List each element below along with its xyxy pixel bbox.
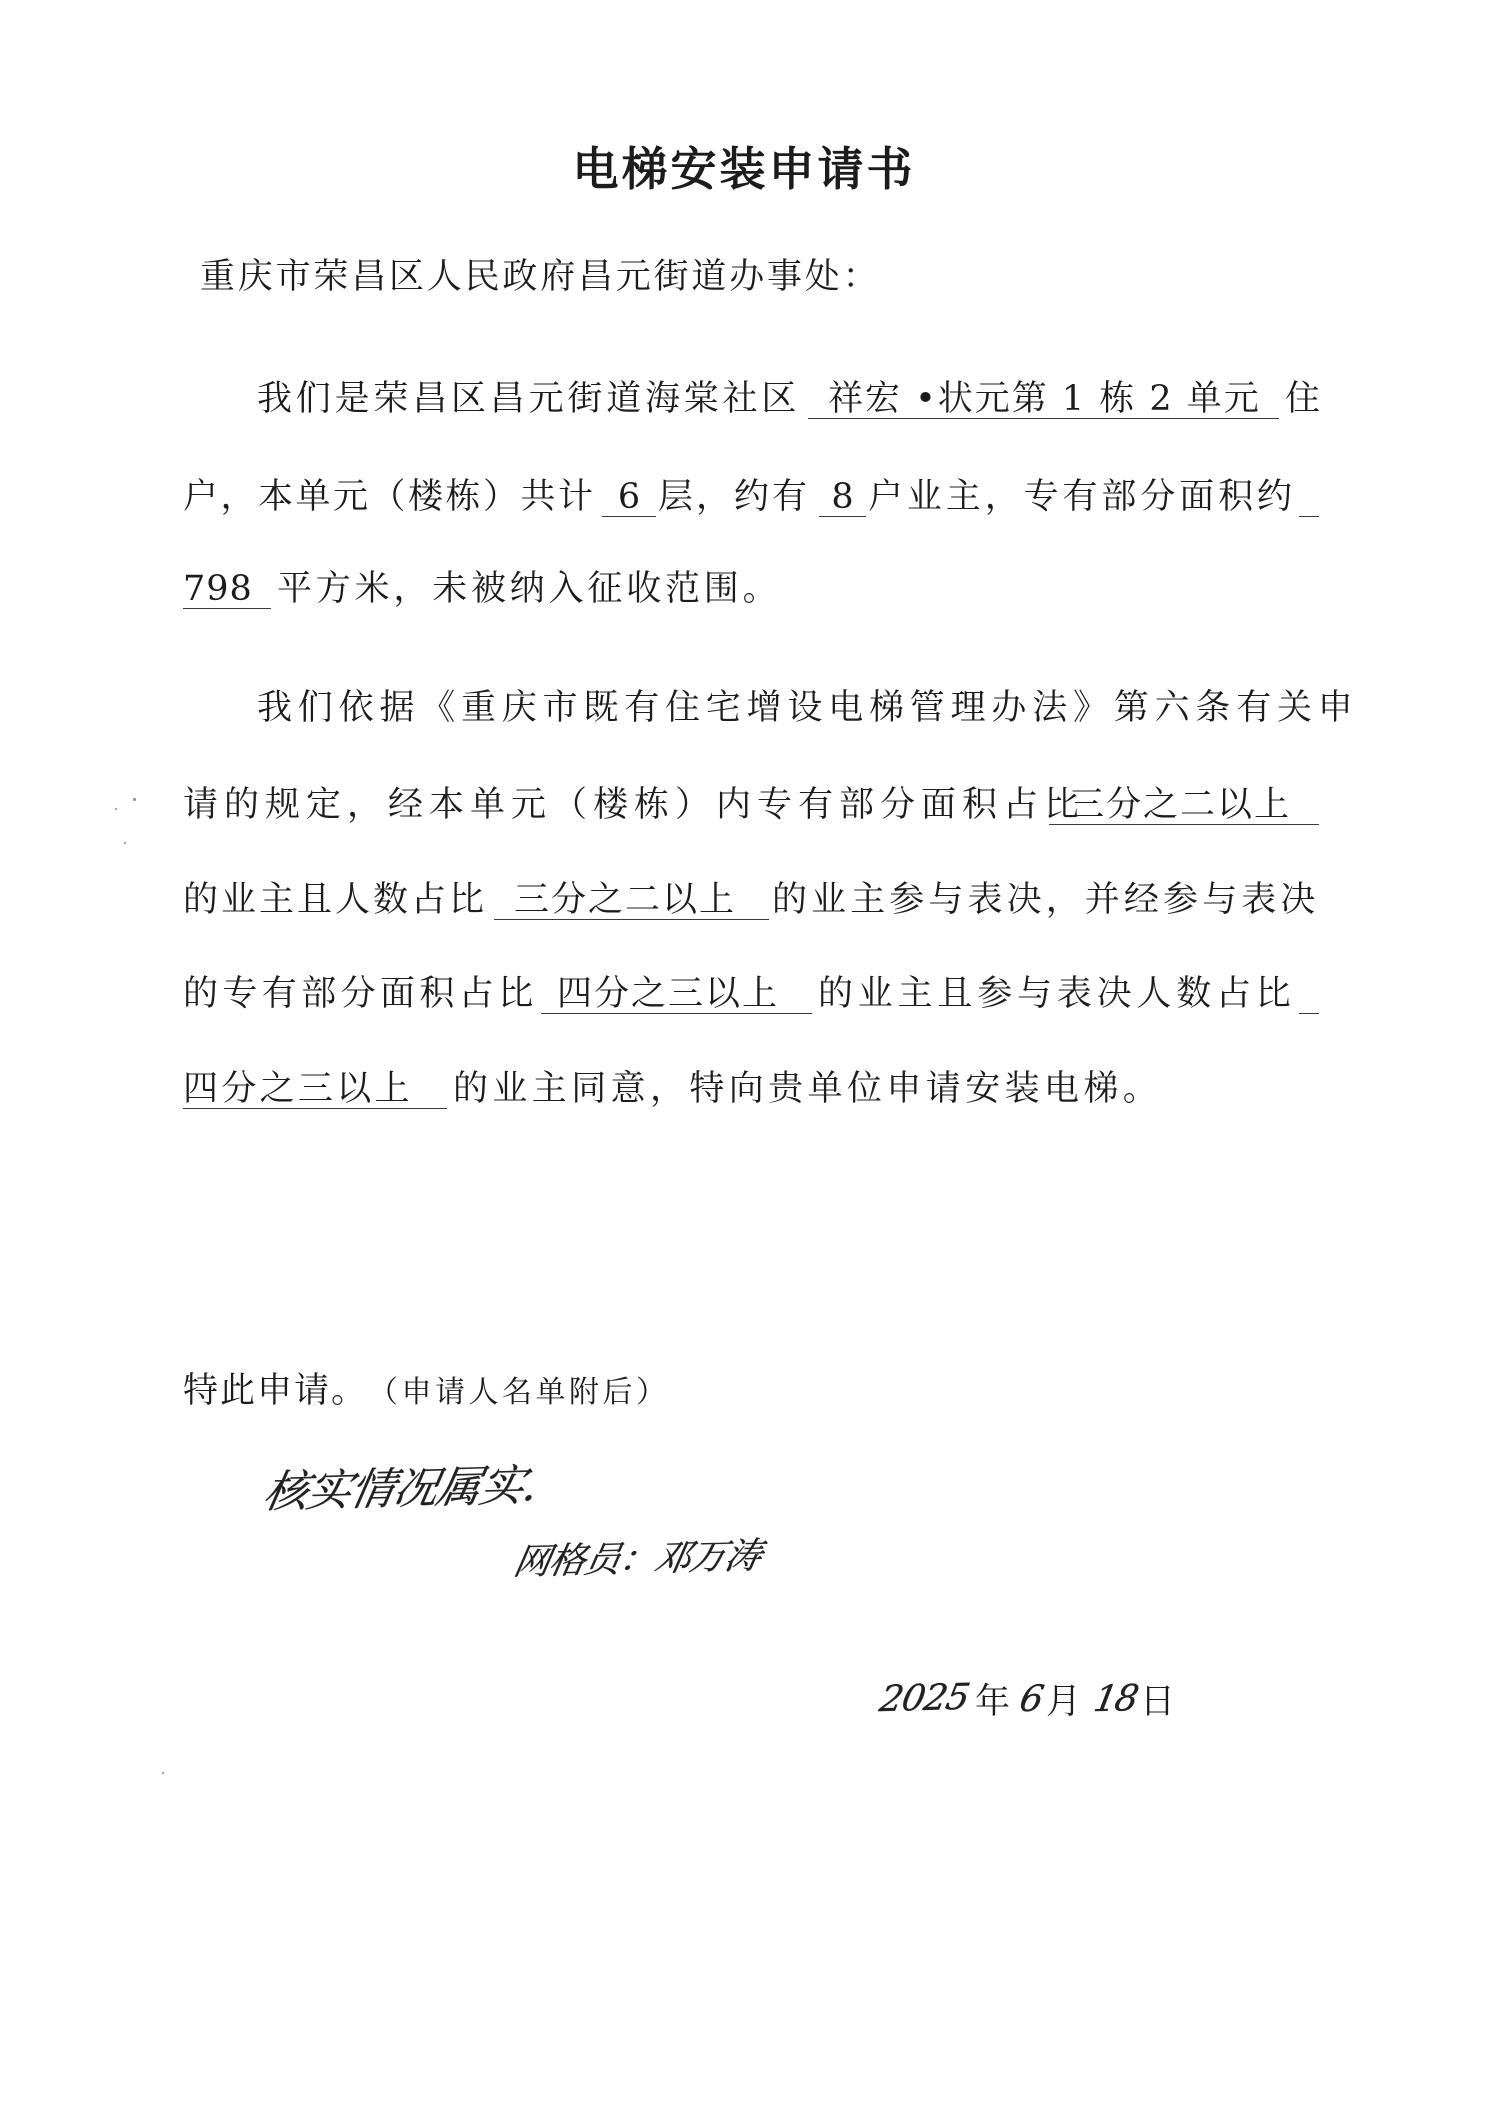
households-text: 层，约有 xyxy=(658,477,811,517)
headcount-share-voters-field: 四分之三以上 xyxy=(183,1069,447,1109)
exclusive-area-field: 798 xyxy=(183,569,271,609)
floor-count-field: 6 xyxy=(602,477,656,517)
date-month-unit: 月 xyxy=(1046,1682,1082,1722)
voter-area-share-text: 的专有部分面积占比 xyxy=(183,974,538,1014)
scan-speck xyxy=(124,842,126,844)
community-text: 我们是荣昌区昌元街道海棠社区 xyxy=(257,379,801,419)
headcount-share-all-field: 三分之二以上 xyxy=(494,880,769,920)
vote-text: 的业主参与表决，并经参与表决 xyxy=(772,880,1320,920)
household-count-field: 8 xyxy=(819,477,866,517)
area-text: 户业主，专有部分面积约 xyxy=(868,477,1296,517)
scan-speck xyxy=(133,798,136,801)
headcount-share-text: 的业主且人数占比 xyxy=(183,880,488,920)
headcount-field-underline-start xyxy=(1299,974,1319,1014)
page-title: 电梯安装申请书 xyxy=(572,142,916,196)
grid-officer-signature: 网格员：邓万涛 xyxy=(510,1535,765,1583)
regulation-text: 我们依据《重庆市既有住宅增设电梯管理办法》第六条有关申 xyxy=(257,688,1359,728)
area-share-text: 请的规定，经本单元（楼栋）内专有部分面积占比 xyxy=(183,785,1086,825)
unit-floors-text: 户，本单元（楼栋）共计 xyxy=(183,477,596,517)
area-share-all-field: 三分之二以上 xyxy=(1049,785,1319,825)
scan-speck xyxy=(115,808,117,810)
scan-speck xyxy=(162,1772,164,1774)
building-unit-field: 祥宏 •状元第 1 栋 2 单元 xyxy=(808,379,1279,419)
date-day: 18 xyxy=(1090,1677,1140,1720)
area-share-voters-field: 四分之三以上 xyxy=(541,974,812,1014)
date-day-unit: 日 xyxy=(1140,1682,1176,1722)
closing-text: 特此申请。 xyxy=(183,1371,369,1411)
voter-headcount-text: 的业主且参与表决人数占比 xyxy=(818,974,1296,1014)
area-unit-text: 平方米，未被纳入征收范围。 xyxy=(277,569,782,609)
verification-handwriting: 核实情况属实. xyxy=(259,1459,542,1518)
residents-text: 住 xyxy=(1285,379,1321,419)
applicant-list-note: （申请人名单附后） xyxy=(368,1375,670,1410)
addressee-line: 重庆市荣昌区人民政府昌元街道办事处： xyxy=(200,257,881,297)
date-year: 2025 xyxy=(876,1676,972,1720)
request-text: 的业主同意，特向贵单位申请安装电梯。 xyxy=(453,1069,1163,1109)
date-month: 6 xyxy=(1016,1678,1047,1720)
area-field-underline-start xyxy=(1299,477,1319,517)
date-year-unit: 年 xyxy=(975,1682,1011,1722)
